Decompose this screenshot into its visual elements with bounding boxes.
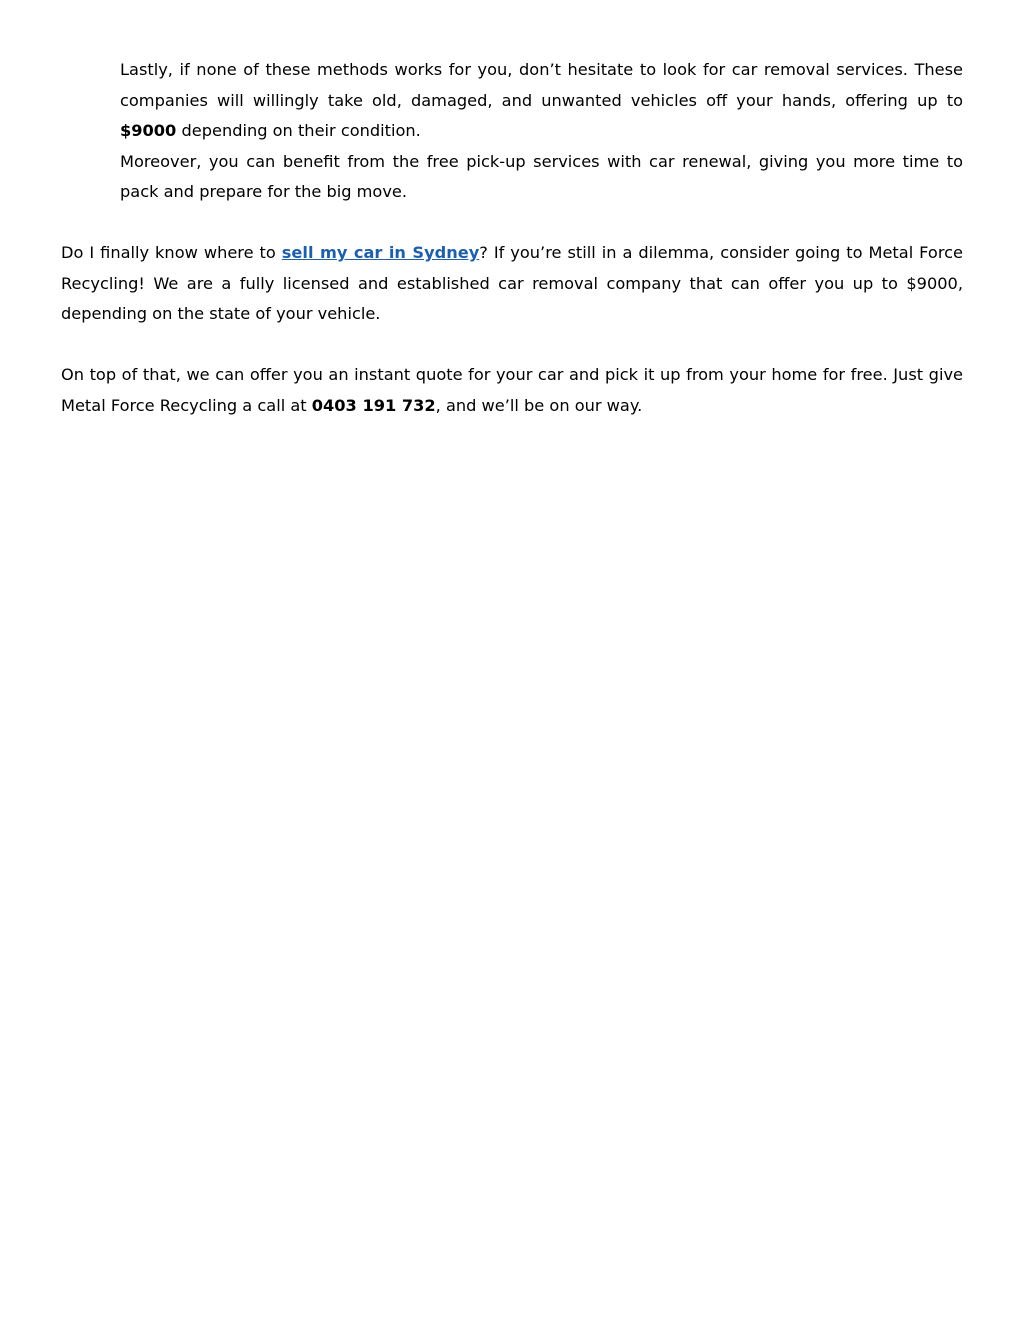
document-page	[61, 55, 963, 421]
paragraph-instant-quote	[61, 360, 963, 421]
paragraph-text: Moreover, you can benefit from the free pick-up services with car renewal, giving you more time to pack and prepare for the big move.	[120, 151, 963, 201]
paragraph-text: depending on their condition.	[176, 121, 421, 140]
paragraph-text: Do I finally know where to	[61, 243, 282, 262]
paragraph-text: ? If you’re still in a dilemma, consider going to Metal Force Recycling! We are a fully licensed and established car removal company that can offer you up to $9000, depending on the state of your vehicle.	[61, 243, 963, 323]
paragraph-text: On top of that, we can offer you an instant quote for your car and pick it up from your home for free. Just give Metal Force Recycling a call at	[61, 365, 963, 415]
paragraph-text: Lastly, if none of these methods works for you, don’t hesitate to look for car removal services. These companies will willingly take old, damaged, and unwanted vehicles off your hands, offering up to	[120, 60, 963, 110]
paragraph-car-removal-services	[120, 55, 963, 147]
paragraph-free-pickup	[120, 147, 963, 208]
phone-number: 0403 191 732	[311, 395, 436, 415]
paragraph-sell-car-sydney	[61, 238, 963, 330]
paragraph-text: , and we’ll be on our way.	[435, 395, 643, 415]
sell-my-car-sydney-link[interactable]: sell my car in Sydney	[281, 243, 480, 262]
price-amount: $9000	[120, 121, 177, 140]
